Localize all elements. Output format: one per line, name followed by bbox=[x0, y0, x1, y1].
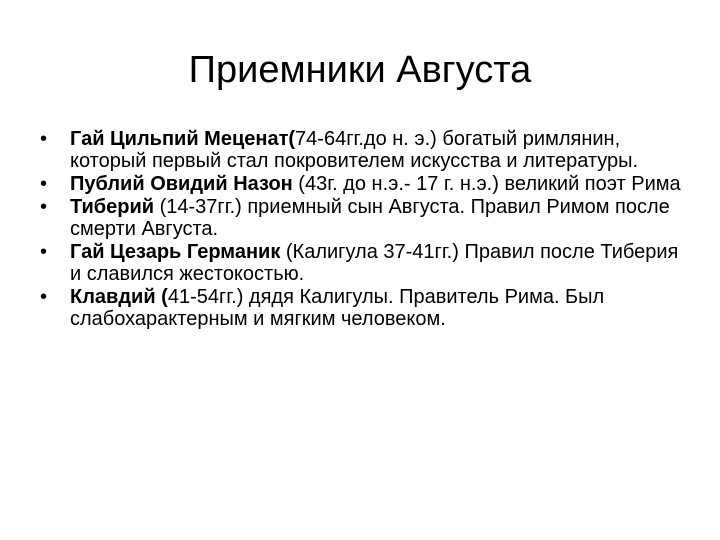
slide-title: Приемники Августа bbox=[188, 49, 532, 91]
item-text: 41-54гг.) дядя Калигулы. Правитель Рима. Был слабохарактерным и мягким человеком. bbox=[70, 286, 605, 330]
item-heading: Гай Цильпий Меценат( bbox=[70, 128, 296, 150]
list-item bbox=[36, 286, 686, 330]
list-item bbox=[36, 196, 686, 240]
item-text: (14-37гг.) приемный сын Августа. Правил Римом после смерти Августа. bbox=[70, 196, 670, 240]
item-heading: Гай Цезарь Германик bbox=[70, 241, 281, 263]
bullet-list bbox=[36, 128, 686, 331]
item-heading: Клавдий ( bbox=[70, 286, 168, 308]
bullet-icon: • bbox=[40, 286, 48, 308]
bullet-icon: • bbox=[40, 196, 48, 218]
item-text: 74-64гг.до н. э.) богатый римлянин, который первый стал покровителем искусства и литературы. bbox=[70, 128, 639, 172]
bullet-icon: • bbox=[40, 173, 48, 195]
list-item bbox=[36, 241, 686, 285]
item-heading: Публий Овидий Назон bbox=[70, 173, 293, 195]
bullet-icon: • bbox=[40, 128, 48, 150]
item-text: (43г. до н.э.- 17 г. н.э.) великий поэт Рима bbox=[292, 173, 681, 195]
item-heading: Тиберий bbox=[70, 196, 155, 218]
list-item bbox=[36, 173, 686, 195]
bullet-icon: • bbox=[40, 241, 48, 263]
item-text: (Калигула 37-41гг.) Правил после Тиберия и славился жестокостью. bbox=[70, 241, 679, 285]
list-item bbox=[36, 128, 686, 172]
